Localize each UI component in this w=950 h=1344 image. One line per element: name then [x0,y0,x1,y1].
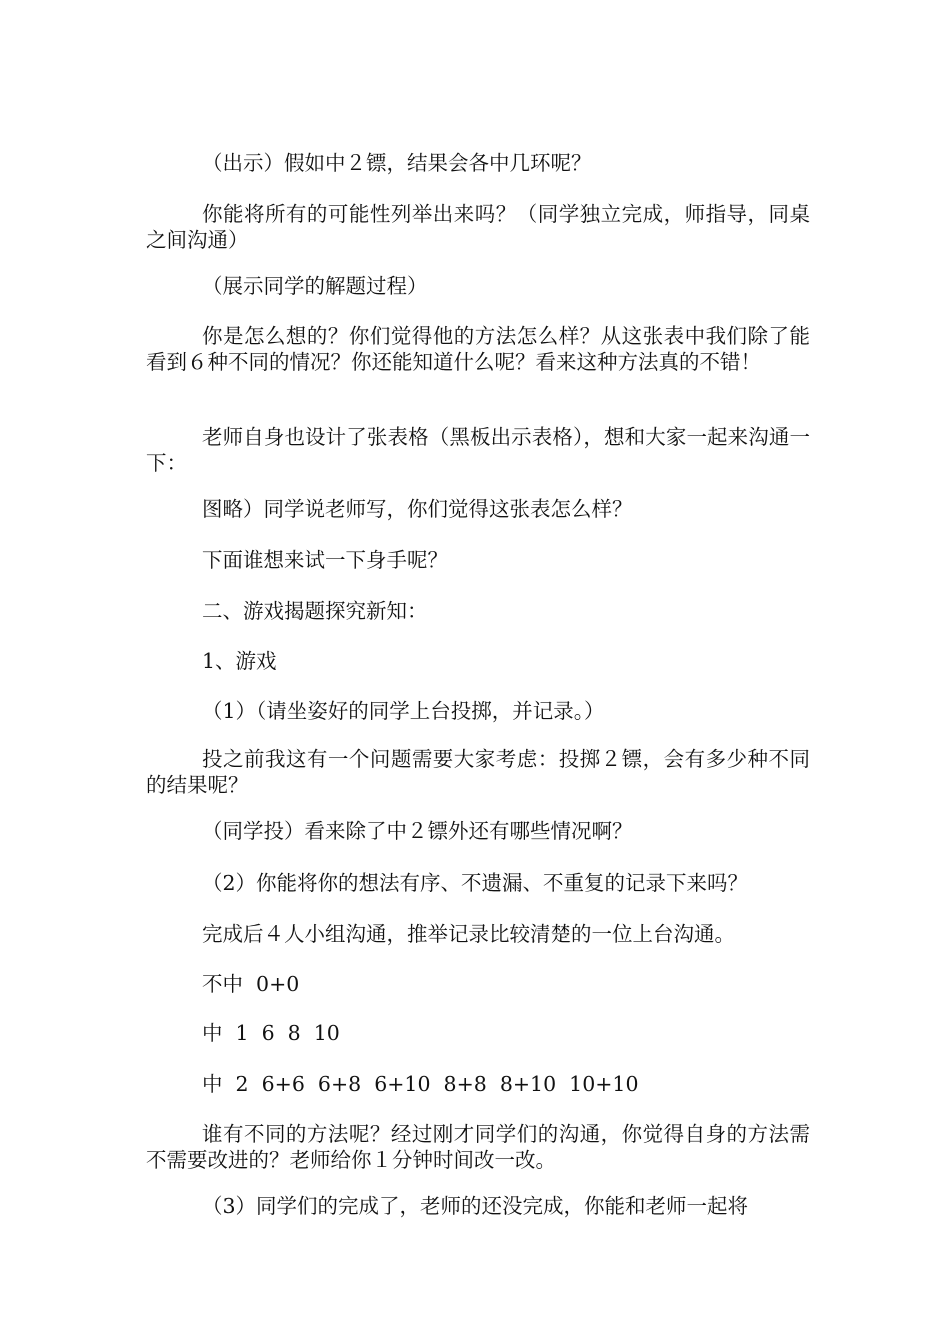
paragraph-10: （1）（请坐姿好的同学上台投掷，并记录。） [202,699,605,723]
paragraph-13: （2）你能将你的想法有序、不遗漏、不重复的记录下来吗？ [202,871,749,895]
paragraph-6: 图略）同学说老师写，你们觉得这张表怎么样？ [202,497,633,521]
paragraph-1: （出示）假如中２镖，结果会各中几环呢？ [202,151,592,175]
paragraph-7: 下面谁想来试一下身手呢？ [202,548,448,572]
record-line-hit-1: 中 1 6 8 10 [202,1021,340,1045]
record-line-miss: 不中 0+0 [202,972,300,996]
paragraph-12: （同学投）看来除了中２镖外还有哪些情况啊？ [202,819,633,843]
record-line-hit-2: 中 2 6+6 6+8 6+10 8+8 8+10 10+10 [202,1072,639,1096]
paragraph-5: 老师自身也设计了张表格（黑板出示表格），想和大家一起来沟通一下： [146,425,810,475]
paragraph-11: 投之前我这有一个问题需要大家考虑：投掷２镖，会有多少种不同的结果呢？ [146,747,810,797]
paragraph-19: （3）同学们的完成了，老师的还没完成，你能和老师一起将 [202,1194,749,1218]
paragraph-2: 你能将所有的可能性列举出来吗？（同学独立完成，师指导，同桌之间沟通） [146,202,810,252]
paragraph-14: 完成后４人小组沟通，推举记录比较清楚的一位上台沟通。 [202,922,735,946]
paragraph-3: （展示同学的解题过程） [202,274,428,298]
paragraph-18: 谁有不同的方法呢？经过刚才同学们的沟通，你觉得自身的方法需不需要改进的？老师给你１分钟时间改一改。 [146,1122,810,1172]
paragraph-4: 你是怎么想的？你们觉得他的方法怎么样？从这张表中我们除了能看到６种不同的情况？你还能知道什么呢？看来这种方法真的不错！ [146,324,810,374]
section-heading: 二、游戏揭题探究新知： [202,599,428,623]
subsection-heading: 1、游戏 [202,649,277,673]
